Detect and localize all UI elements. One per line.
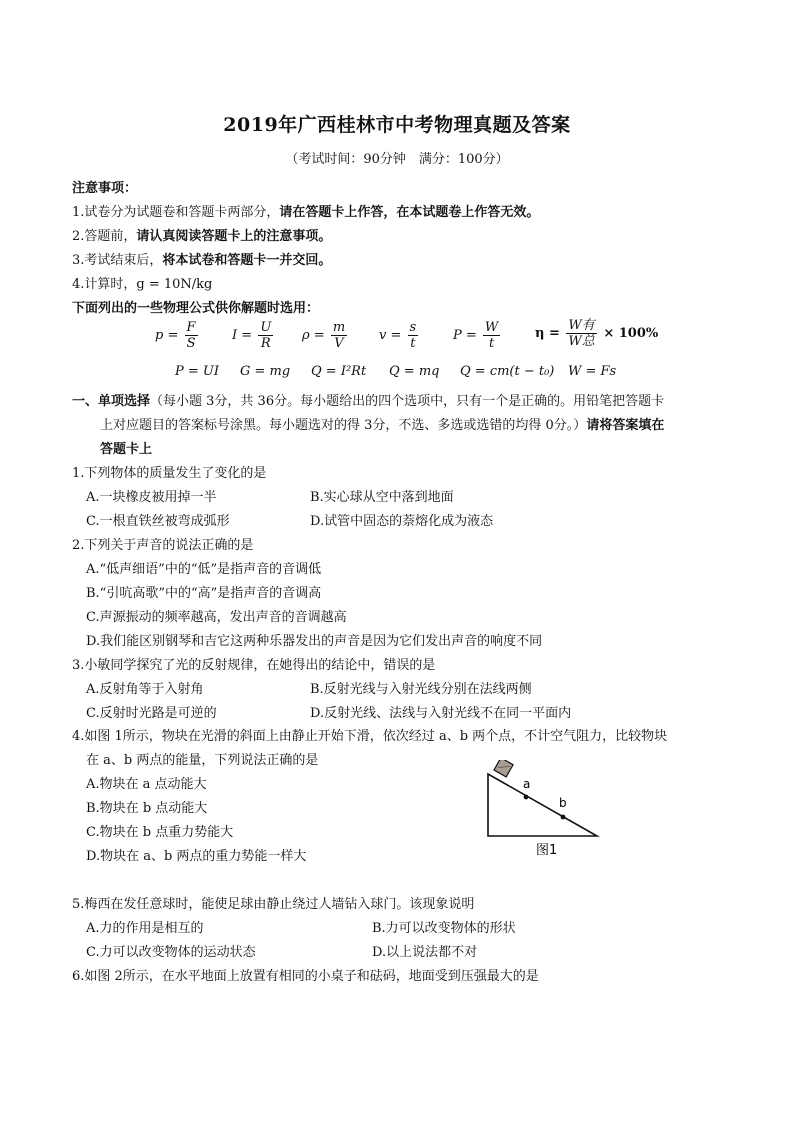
formula-lhs: p = (155, 328, 179, 343)
question-1-option-d: D.试管中固态的萘熔化成为液态 (310, 514, 494, 529)
page-title: 2019年广西桂林市中考物理真题及答案 (223, 114, 571, 136)
point-b-label: b (559, 796, 567, 810)
formula-numerator: W (484, 320, 499, 335)
formula-pressure (155, 320, 200, 351)
note-1-text: 1.试卷分为试题卷和答题卡两部分， (72, 205, 280, 220)
question-5-option-d: D.以上说法都不对 (372, 945, 478, 960)
formula-velocity (379, 320, 420, 351)
question-3-option-a: A.反射角等于入射角 (86, 682, 204, 697)
note-4: 4.计算时，g = 10N/kg (72, 277, 213, 292)
formula-numerator: s (409, 320, 417, 335)
formula-efficiency (535, 318, 658, 349)
formula-lhs: v = (379, 328, 402, 343)
section-1-line-2 (100, 414, 664, 433)
sliding-block (494, 760, 513, 777)
question-5-option-c: C.力可以改变物体的运动状态 (86, 945, 256, 960)
question-1-stem: 1.下列物体的质量发生了变化的是 (72, 466, 267, 481)
question-5-option-a: A.力的作用是相互的 (86, 921, 204, 936)
exam-info: （考试时间：90分钟 满分：100分） (285, 152, 509, 167)
formula-denominator: S (186, 336, 196, 351)
question-1-option-c: C.一根直铁丝被弯成弧形 (86, 514, 230, 529)
formula-fuel-heat: Q = mq (389, 364, 440, 379)
question-3-stem: 3.小敏同学探究了光的反射规律，在她得出的结论中，错误的是 (72, 658, 436, 673)
formula-lhs: ρ = (302, 328, 325, 343)
note-1 (72, 201, 539, 220)
formula-numerator: W有 (568, 318, 595, 333)
question-2-option-b: B.“引吭高歌”中的“高”是指声音的音调高 (86, 586, 322, 601)
question-4-option-b: B.物块在 b 点动能大 (86, 801, 208, 816)
question-1-option-a: A.一块橡皮被用掉一半 (86, 490, 217, 505)
figure-1-incline (485, 760, 600, 860)
note-3 (72, 249, 331, 268)
note-2 (72, 225, 331, 244)
formula-rhs: × 100% (603, 326, 659, 341)
formula-denominator: W总 (568, 334, 595, 349)
section-1-title: 一、单项选择 (72, 394, 151, 409)
note-2-emphasis: 请认真阅读答题卡上的注意事项。 (136, 229, 332, 244)
section-1-emphasis: 请将答案填在 (586, 418, 665, 433)
incline-diagram (485, 760, 600, 860)
question-3-option-d: D.反射光线、法线与入射光线不在同一平面内 (310, 706, 572, 721)
formula-numerator: F (186, 320, 196, 335)
formula-joule-heat: Q = I²Rt (311, 364, 367, 379)
question-4-option-a: A.物块在 a 点动能大 (86, 777, 207, 792)
question-4-stem: 4.如图 1所示，物块在光滑的斜面上由静止开始下滑，依次经过 a、b 两个点，不计空气阻力，比较物块 (72, 729, 668, 744)
formula-electric-power: P = UI (175, 364, 219, 379)
question-2-stem: 2.下列关于声音的说法正确的是 (72, 538, 254, 553)
formula-power (453, 320, 502, 351)
section-1-emphasis-end: 答题卡上 (100, 442, 153, 457)
incline-triangle (488, 774, 597, 836)
formula-density (302, 320, 349, 351)
question-2-option-c: C.声源振动的频率越高，发出声音的音调越高 (86, 610, 347, 625)
formula-specific-heat: Q = cm(t − t₀) (460, 364, 555, 379)
notes-heading: 注意事项： (72, 181, 138, 196)
formula-gravity: G = mg (240, 364, 291, 379)
note-1-emphasis: 请在答题卡上作答，在本试题卷上作答无效。 (279, 205, 540, 220)
point-a-label: a (523, 777, 531, 791)
formula-denominator: V (334, 336, 344, 351)
formula-work: W = Fs (568, 364, 617, 379)
note-3-emphasis: 将本试卷和答题卡一并交回。 (162, 253, 332, 268)
formula-numerator: U (260, 320, 272, 335)
point-b (561, 815, 566, 820)
section-1-text: （每小题 3分，共 36分。每小题给出的四个选项中，只有一个是正确的。用铅笔把答题卡 (150, 394, 665, 409)
question-5-stem: 5.梅西在发任意球时，能使足球由静止绕过人墙钻入球门。该现象说明 (72, 897, 475, 912)
formula-current (232, 320, 275, 351)
formula-lhs: I = (232, 328, 253, 343)
formula-lhs: P = (453, 328, 477, 343)
note-2-text: 2.答题前， (72, 229, 137, 244)
question-4-option-c: C.物块在 b 点重力势能大 (86, 825, 234, 840)
question-1-option-b: B.实心球从空中落到地面 (310, 490, 454, 505)
question-5-option-b: B.力可以改变物体的形状 (372, 921, 516, 936)
formula-denominator: R (260, 336, 271, 351)
section-1-text: 上对应题目的答案标号涂黑。每小题选对的得 3分，不选、多选或选错的均得 0分。） (100, 418, 587, 433)
section-1-instructions (72, 390, 664, 409)
question-4-stem-cont: 在 a、b 两点的能量，下列说法正确的是 (86, 753, 319, 768)
formula-denominator: t (488, 336, 495, 351)
formula-numerator: m (332, 320, 346, 335)
question-2-option-a: A.“低声细语”中的“低”是指声音的音调低 (86, 562, 322, 577)
note-3-text: 3.考试结束后， (72, 253, 163, 268)
question-2-option-d: D.我们能区别钢琴和吉它这两种乐器发出的声音是因为它们发出声音的响度不同 (86, 634, 543, 649)
formulas-heading: 下面列出的一些物理公式供你解题时选用： (72, 301, 320, 316)
question-3-option-c: C.反射时光路是可逆的 (86, 706, 217, 721)
formula-denominator: t (410, 336, 416, 351)
question-4-option-d: D.物块在 a、b 两点的重力势能一样大 (86, 849, 307, 864)
figure-1-caption: 图1 (536, 843, 558, 858)
point-a (524, 795, 529, 800)
formula-lhs: η = (535, 326, 560, 341)
question-6-stem: 6.如图 2所示，在水平地面上放置有相同的小桌子和砝码，地面受到压强最大的是 (72, 969, 539, 984)
question-3-option-b: B.反射光线与入射光线分别在法线两侧 (310, 682, 532, 697)
